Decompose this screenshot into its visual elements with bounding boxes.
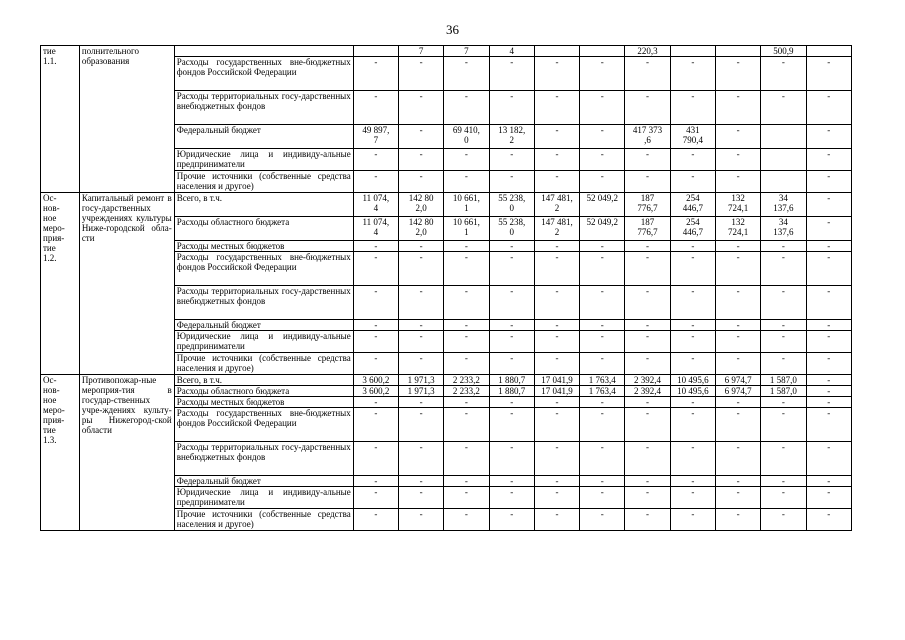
value-cell: - — [761, 487, 806, 509]
value-cell: - — [580, 331, 625, 353]
value-cell: - — [715, 149, 760, 171]
value-cell: - — [806, 193, 851, 217]
value-cell: 500,9 — [761, 46, 806, 57]
value-cell: 34 137,6 — [761, 217, 806, 241]
value-cell — [715, 46, 760, 57]
funding-source: Расходы государственных вне-бюджетных фондов Российской Федерации — [174, 252, 353, 286]
value-cell: - — [806, 353, 851, 375]
measure-id: тие 1.1. — [41, 46, 80, 193]
value-cell: 6 974,7 — [715, 375, 760, 386]
value-cell: - — [625, 509, 670, 531]
value-cell: 431 790,4 — [670, 125, 715, 149]
funding-source: Расходы государственных вне-бюджетных фондов Российской Федерации — [174, 408, 353, 442]
value-cell: - — [489, 476, 534, 487]
value-cell: - — [580, 442, 625, 476]
value-cell — [761, 171, 806, 193]
value-cell: - — [761, 397, 806, 408]
value-cell: - — [806, 241, 851, 252]
value-cell: - — [806, 509, 851, 531]
value-cell: - — [444, 476, 489, 487]
funding-source: Прочие источники (собственные средства населения и другое) — [174, 509, 353, 531]
value-cell: - — [399, 57, 444, 91]
value-cell: - — [670, 57, 715, 91]
value-cell: - — [806, 442, 851, 476]
measure-id: Ос- нов- ное меро- прия- тие 1.3. — [41, 375, 80, 531]
funding-source: Федеральный бюджет — [174, 476, 353, 487]
value-cell: - — [580, 509, 625, 531]
value-cell: - — [399, 241, 444, 252]
value-cell: - — [489, 397, 534, 408]
funding-source: Расходы территориальных госу-дарственных внебюджетных фондов — [174, 442, 353, 476]
value-cell: - — [625, 91, 670, 125]
value-cell: - — [534, 509, 579, 531]
value-cell: - — [625, 241, 670, 252]
funding-source: Расходы местных бюджетов — [174, 397, 353, 408]
value-cell: 2 233,2 — [444, 375, 489, 386]
value-cell: - — [534, 241, 579, 252]
value-cell: - — [715, 125, 760, 149]
value-cell: - — [353, 397, 398, 408]
value-cell: - — [670, 476, 715, 487]
value-cell: 142 80 2,0 — [399, 193, 444, 217]
value-cell: - — [534, 331, 579, 353]
value-cell: - — [580, 397, 625, 408]
value-cell: 2 392,4 — [625, 375, 670, 386]
value-cell: 52 049,2 — [580, 193, 625, 217]
value-cell: - — [761, 241, 806, 252]
value-cell: - — [761, 442, 806, 476]
value-cell: - — [625, 149, 670, 171]
value-cell: - — [489, 91, 534, 125]
value-cell: - — [580, 487, 625, 509]
value-cell: 10 661, 1 — [444, 193, 489, 217]
value-cell: 1 971,3 — [399, 375, 444, 386]
funding-source: Юридические лица и индивиду-альные предприниматели — [174, 331, 353, 353]
value-cell: - — [399, 125, 444, 149]
value-cell: - — [353, 408, 398, 442]
value-cell: - — [670, 149, 715, 171]
value-cell: - — [489, 320, 534, 331]
value-cell: 254 446,7 — [670, 217, 715, 241]
value-cell: - — [670, 91, 715, 125]
table-row — [41, 193, 852, 217]
value-cell: - — [715, 442, 760, 476]
value-cell: - — [580, 149, 625, 171]
value-cell: - — [444, 442, 489, 476]
value-cell: - — [444, 57, 489, 91]
value-cell: - — [761, 408, 806, 442]
funding-source: Прочие источники (собственные средства населения и другое) — [174, 353, 353, 375]
value-cell: - — [761, 476, 806, 487]
value-cell: 17 041,9 — [534, 375, 579, 386]
value-cell: - — [489, 171, 534, 193]
measure-name: полнительного образования — [79, 46, 174, 193]
value-cell: 2 392,4 — [625, 386, 670, 397]
value-cell: - — [580, 286, 625, 320]
value-cell: - — [580, 320, 625, 331]
value-cell: - — [806, 397, 851, 408]
value-cell: - — [761, 509, 806, 531]
value-cell: - — [353, 286, 398, 320]
value-cell: 1 880,7 — [489, 386, 534, 397]
value-cell: - — [715, 286, 760, 320]
value-cell: - — [534, 476, 579, 487]
funding-source: Юридические лица и индивиду-альные предприниматели — [174, 487, 353, 509]
value-cell: 1 587,0 — [761, 386, 806, 397]
value-cell: - — [489, 286, 534, 320]
value-cell: 2 233,2 — [444, 386, 489, 397]
value-cell: - — [534, 286, 579, 320]
value-cell: - — [399, 252, 444, 286]
value-cell: - — [625, 57, 670, 91]
value-cell: 69 410, 0 — [444, 125, 489, 149]
value-cell: - — [489, 241, 534, 252]
value-cell: - — [715, 476, 760, 487]
value-cell: - — [444, 408, 489, 442]
table-row — [41, 375, 852, 386]
value-cell: - — [670, 442, 715, 476]
value-cell: - — [670, 286, 715, 320]
value-cell: 1 880,7 — [489, 375, 534, 386]
value-cell: 1 971,3 — [399, 386, 444, 397]
value-cell: 6 974,7 — [715, 386, 760, 397]
value-cell: - — [806, 217, 851, 241]
funding-source: Расходы территориальных госу-дарственных внебюджетных фондов — [174, 286, 353, 320]
funding-source: Расходы местных бюджетов — [174, 241, 353, 252]
value-cell: - — [444, 509, 489, 531]
value-cell: 1 587,0 — [761, 375, 806, 386]
value-cell: - — [580, 476, 625, 487]
value-cell: - — [489, 57, 534, 91]
value-cell: - — [806, 149, 851, 171]
value-cell: - — [399, 353, 444, 375]
value-cell: - — [399, 487, 444, 509]
value-cell: - — [806, 57, 851, 91]
value-cell: - — [534, 487, 579, 509]
value-cell: - — [399, 171, 444, 193]
value-cell: 3 600,2 — [353, 375, 398, 386]
funding-source: Юридические лица и индивиду-альные предприниматели — [174, 149, 353, 171]
value-cell: - — [353, 331, 398, 353]
value-cell: - — [399, 442, 444, 476]
page-number: 36 — [446, 22, 459, 37]
value-cell: - — [806, 125, 851, 149]
value-cell: 17 041,9 — [534, 386, 579, 397]
funding-source: Всего, в т.ч. — [174, 193, 353, 217]
value-cell: - — [806, 476, 851, 487]
value-cell: - — [353, 320, 398, 331]
measure-id: Ос- нов- ное меро- прия- тие 1.2. — [41, 193, 80, 375]
value-cell: - — [715, 487, 760, 509]
value-cell: - — [534, 125, 579, 149]
value-cell: - — [761, 57, 806, 91]
value-cell — [353, 46, 398, 57]
value-cell: 187 776,7 — [625, 217, 670, 241]
value-cell: - — [761, 252, 806, 286]
value-cell: - — [761, 91, 806, 125]
value-cell: - — [806, 320, 851, 331]
value-cell: 13 182, 2 — [489, 125, 534, 149]
value-cell: - — [489, 487, 534, 509]
value-cell: - — [399, 408, 444, 442]
value-cell: - — [489, 442, 534, 476]
value-cell: - — [715, 171, 760, 193]
value-cell: - — [444, 353, 489, 375]
value-cell: - — [806, 286, 851, 320]
value-cell: 142 80 2,0 — [399, 217, 444, 241]
value-cell: 132 724,1 — [715, 217, 760, 241]
value-cell: 4 — [489, 46, 534, 57]
value-cell — [806, 46, 851, 57]
value-cell: - — [534, 442, 579, 476]
value-cell: - — [444, 286, 489, 320]
value-cell: - — [353, 487, 398, 509]
value-cell: - — [353, 252, 398, 286]
value-cell: - — [353, 57, 398, 91]
value-cell: - — [715, 252, 760, 286]
value-cell: - — [625, 171, 670, 193]
value-cell: - — [489, 509, 534, 531]
value-cell: - — [670, 353, 715, 375]
value-cell: - — [670, 397, 715, 408]
value-cell: - — [399, 149, 444, 171]
value-cell: 417 373 ,6 — [625, 125, 670, 149]
value-cell: 55 238, 0 — [489, 193, 534, 217]
value-cell: - — [580, 171, 625, 193]
funding-source: Прочие источники (собственные средства населения и другое) — [174, 171, 353, 193]
value-cell: - — [715, 57, 760, 91]
value-cell: 3 600,2 — [353, 386, 398, 397]
funding-source: Расходы государственных вне-бюджетных фондов Российской Федерации — [174, 57, 353, 91]
value-cell: - — [534, 408, 579, 442]
value-cell: - — [399, 331, 444, 353]
value-cell: - — [489, 149, 534, 171]
value-cell: - — [715, 397, 760, 408]
value-cell: - — [580, 91, 625, 125]
value-cell: - — [625, 487, 670, 509]
value-cell: - — [670, 487, 715, 509]
measure-name: Противопожар-ные мероприя-тия в государ-ственных учре-ждениях культу-ры Нижегород-ской области — [79, 375, 174, 531]
value-cell: - — [534, 91, 579, 125]
value-cell: - — [715, 353, 760, 375]
funding-source: Всего, в т.ч. — [174, 375, 353, 386]
value-cell: 49 897, 7 — [353, 125, 398, 149]
value-cell: 187 776,7 — [625, 193, 670, 217]
value-cell — [761, 149, 806, 171]
value-cell: - — [444, 487, 489, 509]
value-cell: 254 446,7 — [670, 193, 715, 217]
value-cell: 132 724,1 — [715, 193, 760, 217]
value-cell: - — [625, 408, 670, 442]
funding-source — [174, 46, 353, 57]
value-cell: - — [715, 509, 760, 531]
value-cell: - — [715, 320, 760, 331]
value-cell: - — [670, 331, 715, 353]
value-cell: - — [353, 442, 398, 476]
value-cell: - — [353, 149, 398, 171]
funding-source: Расходы областного бюджета — [174, 217, 353, 241]
value-cell: - — [625, 397, 670, 408]
value-cell: 7 — [444, 46, 489, 57]
value-cell: - — [715, 331, 760, 353]
value-cell: 220,3 — [625, 46, 670, 57]
value-cell: - — [625, 252, 670, 286]
value-cell: - — [580, 408, 625, 442]
value-cell: - — [444, 241, 489, 252]
value-cell — [670, 46, 715, 57]
value-cell: - — [534, 149, 579, 171]
value-cell: - — [399, 320, 444, 331]
value-cell: 1 763,4 — [580, 386, 625, 397]
value-cell: - — [670, 320, 715, 331]
value-cell: 7 — [399, 46, 444, 57]
value-cell: - — [353, 353, 398, 375]
value-cell: - — [489, 353, 534, 375]
value-cell: - — [670, 171, 715, 193]
value-cell: - — [761, 353, 806, 375]
value-cell: - — [489, 331, 534, 353]
value-cell: 1 763,4 — [580, 375, 625, 386]
value-cell: - — [761, 331, 806, 353]
value-cell: - — [444, 252, 489, 286]
table-row — [41, 46, 852, 57]
value-cell: - — [489, 408, 534, 442]
value-cell: - — [444, 397, 489, 408]
funding-source: Расходы территориальных госу-дарственных внебюджетных фондов — [174, 91, 353, 125]
value-cell: - — [534, 353, 579, 375]
value-cell: - — [444, 331, 489, 353]
value-cell: - — [534, 252, 579, 286]
value-cell: - — [444, 320, 489, 331]
value-cell: - — [534, 320, 579, 331]
value-cell: 52 049,2 — [580, 217, 625, 241]
value-cell: 55 238, 0 — [489, 217, 534, 241]
value-cell: - — [625, 320, 670, 331]
value-cell: - — [399, 286, 444, 320]
value-cell: - — [444, 91, 489, 125]
value-cell: 10 661, 1 — [444, 217, 489, 241]
value-cell: - — [580, 241, 625, 252]
value-cell: - — [806, 386, 851, 397]
value-cell: - — [399, 397, 444, 408]
value-cell: - — [806, 487, 851, 509]
value-cell — [580, 46, 625, 57]
value-cell: - — [534, 171, 579, 193]
value-cell: - — [670, 408, 715, 442]
value-cell: - — [353, 91, 398, 125]
value-cell — [761, 125, 806, 149]
value-cell: - — [534, 397, 579, 408]
value-cell: - — [580, 57, 625, 91]
value-cell: - — [444, 149, 489, 171]
value-cell: - — [625, 476, 670, 487]
value-cell: - — [761, 320, 806, 331]
measure-name: Капитальный ремонт в госу-дарственных учреждениях культуры Ниже-городской обла-сти — [79, 193, 174, 375]
value-cell — [534, 46, 579, 57]
value-cell: - — [715, 408, 760, 442]
value-cell: - — [670, 252, 715, 286]
value-cell: 11 074, 4 — [353, 217, 398, 241]
value-cell: - — [444, 171, 489, 193]
value-cell: 11 074, 4 — [353, 193, 398, 217]
value-cell: - — [715, 91, 760, 125]
value-cell: - — [625, 442, 670, 476]
value-cell: 10 495,6 — [670, 386, 715, 397]
value-cell: - — [353, 171, 398, 193]
value-cell: - — [625, 353, 670, 375]
value-cell: 147 481, 2 — [534, 217, 579, 241]
funding-source: Расходы областного бюджета — [174, 386, 353, 397]
value-cell: - — [353, 241, 398, 252]
value-cell: - — [761, 286, 806, 320]
value-cell: - — [625, 331, 670, 353]
value-cell: - — [399, 509, 444, 531]
value-cell: - — [353, 509, 398, 531]
value-cell: - — [534, 57, 579, 91]
funding-source: Федеральный бюджет — [174, 125, 353, 149]
value-cell: - — [806, 171, 851, 193]
value-cell: - — [806, 375, 851, 386]
value-cell: - — [670, 241, 715, 252]
value-cell: - — [806, 252, 851, 286]
value-cell: - — [580, 125, 625, 149]
value-cell: - — [715, 241, 760, 252]
value-cell: 34 137,6 — [761, 193, 806, 217]
value-cell: - — [806, 91, 851, 125]
value-cell: - — [670, 509, 715, 531]
value-cell: - — [353, 476, 398, 487]
value-cell: - — [399, 476, 444, 487]
value-cell: 10 495,6 — [670, 375, 715, 386]
value-cell: - — [580, 252, 625, 286]
value-cell: - — [806, 408, 851, 442]
budget-table — [40, 45, 852, 531]
value-cell: - — [625, 286, 670, 320]
value-cell: 147 481, 2 — [534, 193, 579, 217]
value-cell: - — [489, 252, 534, 286]
budget-table-body — [41, 46, 852, 531]
value-cell: - — [580, 353, 625, 375]
value-cell: - — [806, 331, 851, 353]
value-cell: - — [399, 91, 444, 125]
funding-source: Федеральный бюджет — [174, 320, 353, 331]
